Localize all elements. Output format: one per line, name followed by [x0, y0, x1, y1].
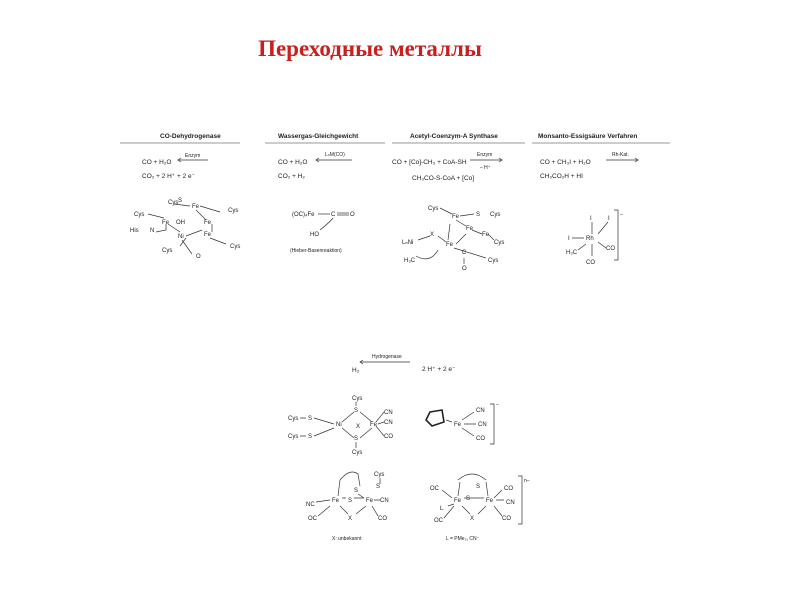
atom-s: S — [308, 416, 313, 422]
panel-1-eq2: CO₂ + 2 H⁺ + 2 e⁻ — [142, 173, 196, 180]
atom-cys: Cys — [352, 396, 363, 402]
atom-fe: Fe — [486, 498, 494, 504]
panel-1-arrow-label: Enzym — [185, 153, 201, 159]
charge-sign: – — [620, 212, 623, 218]
hydrogenase-right: 2 H⁺ + 2 e⁻ — [422, 366, 456, 373]
panel-3-arrow-label: Enzym — [477, 152, 493, 158]
hydrogenase-left: H₂ — [352, 367, 360, 374]
atom-o: O — [196, 254, 201, 260]
atom-co: CO — [586, 260, 595, 266]
atom-cys: Cys — [490, 212, 501, 218]
complex-label: (OC)₄Fe — [292, 212, 315, 218]
atom-cys: Cys — [288, 434, 299, 440]
atom-fe: Fe — [454, 422, 462, 428]
panel-3-arrow-sub: – H⁺ — [480, 165, 491, 171]
charge-sign: – — [496, 402, 499, 408]
atom-l: L — [440, 506, 444, 512]
atom-cys: Cys — [168, 200, 179, 206]
atom-fe: Fe — [452, 214, 460, 220]
atom-his: His — [130, 228, 139, 234]
atom-fe: Fe — [162, 220, 170, 226]
atom-cn: CN — [506, 500, 515, 506]
atom-i: I — [568, 236, 570, 242]
panel-monsanto — [532, 133, 670, 266]
panel-3-header: Acetyl-Coenzym-A Synthase — [410, 133, 498, 140]
nife-hydrogenase-site — [288, 396, 393, 456]
atom-co: CO — [504, 486, 513, 492]
atom-cys: Cys — [352, 450, 363, 456]
atom-cys: Cys — [228, 208, 239, 214]
atom-s: S — [476, 484, 481, 490]
panel-2-eq2: CO₂ + H₂ — [278, 173, 305, 180]
atom-fe: Fe — [466, 226, 474, 232]
panel-3-eq2: CH₃CO-S-CoA + [Co] — [412, 175, 475, 182]
atom-fe: Fe — [332, 498, 340, 504]
panel-1-eq1: CO + H₂O — [142, 159, 172, 166]
atom-oc: OC — [434, 518, 443, 524]
atom-fe: Fe — [366, 498, 374, 504]
panel-4-eq1: CO + CH₃I + H₂O — [540, 159, 591, 166]
atom-cys: Cys — [134, 212, 145, 218]
atom-co: CO — [378, 516, 387, 522]
slide-title: Переходные металлы — [258, 36, 482, 61]
atom-lnni: LₙNi — [402, 240, 414, 246]
atom-s: S — [178, 198, 183, 204]
panel-co-dehydrogenase — [120, 133, 240, 260]
diiron-model-complex — [430, 474, 530, 542]
atom-cys: Cys — [374, 472, 385, 478]
atom-fe: Fe — [370, 422, 378, 428]
atom-rh: Rh — [586, 236, 594, 242]
atom-oh: OH — [176, 220, 185, 226]
atom-fe: Fe — [204, 220, 212, 226]
panel-wassergas — [265, 133, 385, 254]
atom-co: CO — [476, 436, 485, 442]
panel-acetyl-coa — [392, 133, 525, 272]
atom-oc: OC — [430, 486, 439, 492]
atom-fe: Fe — [446, 242, 454, 248]
atom-cn: CN — [384, 410, 393, 416]
hydrogenase-panel — [280, 340, 540, 550]
charge-n: n– — [524, 478, 530, 484]
panel-4-eq2: CH₃CO₂H + HI — [540, 173, 583, 180]
panel-4-arrow-label: Rh-Kat. — [612, 152, 629, 158]
panel-2-arrow-label: LₙM(CO) — [325, 152, 345, 158]
co-dh-cluster-structure — [130, 198, 240, 260]
atom-cn: CN — [380, 498, 389, 504]
panel-4-header: Monsanto-Essigsäure Verfahren — [538, 133, 638, 140]
atom-co: CO — [384, 434, 393, 440]
atom-cys: Cys — [494, 240, 505, 246]
atom-s: S — [354, 408, 359, 414]
atom-cys: Cys — [488, 258, 499, 264]
atom-x: X — [430, 232, 435, 238]
atom-cn: CN — [384, 420, 393, 426]
atom-i: I — [608, 216, 610, 222]
atom-s: S — [354, 488, 359, 494]
atom-ho: HO — [310, 232, 319, 238]
caption-right: L = PMe₃, CN⁻ — [446, 536, 480, 542]
atom-ni: Ni — [336, 422, 342, 428]
atom-n: N — [150, 228, 155, 234]
atom-i: I — [590, 216, 592, 222]
atom-c: C — [331, 212, 336, 218]
atom-s: S — [476, 212, 481, 218]
atom-cys: Cys — [428, 206, 439, 212]
panel-3-eq1: CO + [Co]-CH₃ + CoA-SH — [392, 159, 467, 166]
atom-cn: CN — [476, 408, 485, 414]
atom-s: S — [348, 498, 353, 504]
top-reaction-panels — [120, 120, 680, 300]
caption-left: X: unbekannt — [332, 536, 362, 542]
atom-fe: Fe — [482, 232, 490, 238]
atom-s: S — [354, 436, 359, 442]
cp-fe-complex — [426, 402, 499, 444]
atom-oc: OC — [308, 516, 317, 522]
atom-cys: Cys — [162, 248, 173, 254]
atom-s: S — [308, 434, 313, 440]
atom-x: X — [470, 516, 475, 522]
rh-complex-structure — [566, 210, 623, 266]
hydrogenase-arrow-label: Hydrogenase — [372, 354, 402, 360]
atom-x: X — [348, 516, 353, 522]
atom-s: S — [466, 496, 471, 502]
panel-2-caption: (Hieber-Basenreaktion) — [290, 248, 342, 254]
atom-co: CO — [502, 516, 511, 522]
atom-o: O — [350, 212, 355, 218]
panel-1-header: CO-Dehydrogenase — [160, 133, 221, 140]
atom-ni: Ni — [178, 234, 184, 240]
atom-cys: Cys — [230, 244, 241, 250]
atom-fe: Fe — [204, 232, 212, 238]
atom-nc: NC — [306, 502, 315, 508]
atom-c: C — [462, 250, 467, 256]
diiron-cys-site — [306, 472, 389, 542]
atom-fe: Fe — [454, 498, 462, 504]
acetyl-coa-cluster-structure — [402, 206, 504, 272]
panel-2-header: Wassergas-Gleichgewicht — [278, 133, 359, 140]
atom-h3c: H₃C — [566, 250, 578, 256]
atom-fe: Fe — [192, 204, 200, 210]
atom-s: S — [376, 484, 381, 490]
atom-h3c: H₃C — [404, 258, 416, 264]
atom-x: X — [356, 424, 361, 430]
atom-cn: CN — [478, 422, 487, 428]
panel-2-eq1: CO + H₂O — [278, 159, 308, 166]
atom-co: CO — [606, 246, 615, 252]
atom-o: O — [462, 266, 467, 272]
atom-cys: Cys — [288, 416, 299, 422]
